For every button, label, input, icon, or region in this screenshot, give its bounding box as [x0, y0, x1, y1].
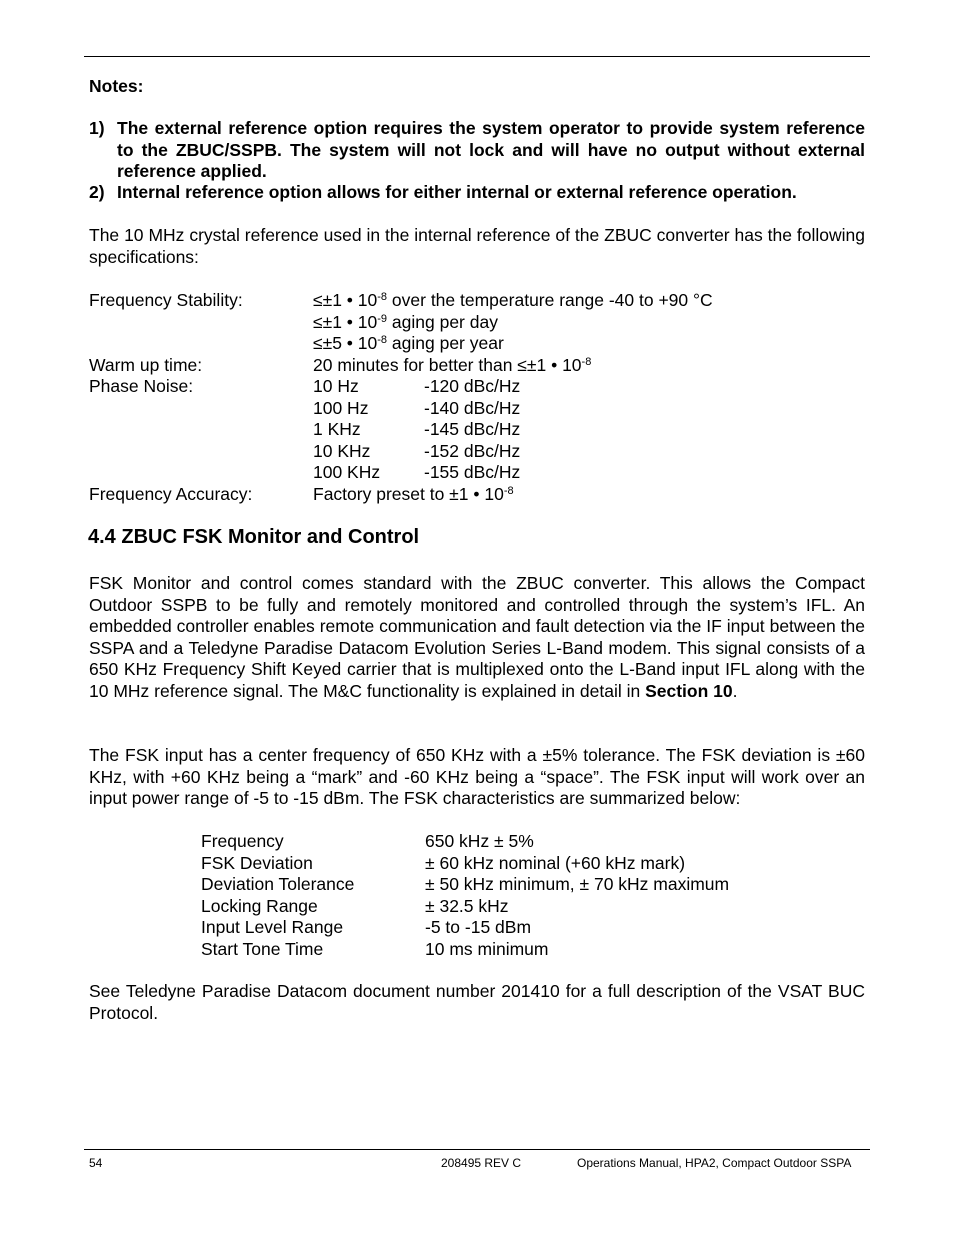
spec-row-warm-up — [89, 355, 865, 377]
spec-label: Warm up time: — [89, 354, 203, 375]
phase-noise-offset: 100 KHz — [313, 462, 381, 482]
fsk-overview-paragraph: FSK Monitor and control comes standard with the ZBUC converter. This allows the Compact Outdoor SSPB to be fully and remotely monitored and controlled through the system’s IFL. An embedded controller enables remote communication and fault detection via the IF input between the SSPA and a Teledyne Paradise Datacom Evolution Series L-Band modem. This signal consists of a 650 KHz Frequency Shift Keyed carrier that is multiplexed onto the L-Band input IFL along with the 10 MHz reference signal. The M&C functionality is explained in detail in Section 10. — [89, 573, 865, 701]
fsk-value: ± 50 kHz minimum, ± 70 kHz maximum — [425, 874, 730, 894]
fsk-value: -5 to -15 dBm — [425, 917, 532, 937]
spec-label: Phase Noise: — [89, 376, 194, 396]
phase-noise-value: -152 dBc/Hz — [424, 440, 521, 461]
section-heading: 4.4 ZBUC FSK Monitor and Control — [88, 526, 420, 548]
spec-row-phase-noise — [89, 398, 865, 420]
footer-rule — [84, 1149, 870, 1150]
phase-noise-offset: 10 KHz — [313, 440, 371, 461]
document-number: 208495 REV C — [441, 1156, 522, 1170]
spec-value: ≤±5 • $10^{-8}$ aging per year — [313, 333, 504, 353]
fsk-label: Start Tone Time — [201, 938, 324, 959]
fsk-row — [201, 853, 801, 875]
fsk-value: ± 32.5 kHz — [425, 895, 509, 916]
note-text: The external reference option requires the system operator to provide system reference to the ZBUC/SSPB. The system will not lock and will have no output without external reference applied. — [117, 118, 865, 181]
spec-row-frequency-accuracy — [89, 484, 865, 506]
phase-noise-offset: 1 KHz — [313, 419, 361, 439]
fsk-row — [201, 831, 801, 853]
note-text: Internal reference option allows for either internal or external reference operation. — [117, 182, 797, 202]
intro-paragraph: The 10 MHz crystal reference used in the internal reference of the ZBUC converter has the following specifications: — [89, 225, 865, 267]
section-reference: Section 10 — [645, 680, 733, 701]
spec-value: ≤±1 • $10^{-8}$ over the temperature range -40 to +90 °C — [313, 290, 713, 310]
fsk-value: 10 ms minimum — [425, 938, 549, 959]
phase-noise-value: -145 dBc/Hz — [424, 419, 521, 439]
fsk-value: ± 60 kHz nominal (+60 kHz mark) — [425, 852, 686, 873]
spec-row-phase-noise — [89, 462, 865, 484]
phase-noise-offset: 10 Hz — [313, 376, 359, 396]
fsk-row — [201, 917, 801, 939]
spec-row-frequency-stability — [89, 290, 865, 312]
fsk-label: Locking Range — [201, 895, 318, 916]
fsk-row — [201, 874, 801, 896]
phase-noise-value: -140 dBc/Hz — [424, 397, 521, 418]
spec-row-aging-year — [89, 333, 865, 355]
phase-noise-value: -155 dBc/Hz — [424, 462, 521, 482]
spec-value: 20 minutes for better than ≤±1 • $10^{-8}$ — [313, 354, 592, 375]
fsk-input-paragraph: The FSK input has a center frequency of 650 KHz with a ±5% tolerance. The FSK deviation is ±60 KHz, with +60 KHz being a “mark” and -60 KHz being a “space”. The FSK input will work over an input power range of -5 to -15 dBm. The FSK characteristics are summarized below: — [89, 745, 865, 808]
note-number: 1) — [89, 118, 105, 138]
fsk-row — [201, 939, 801, 961]
spec-label: Frequency Stability: — [89, 290, 243, 310]
spec-row-phase-noise — [89, 441, 865, 463]
spec-label: Frequency Accuracy: — [89, 483, 253, 504]
note-1 — [89, 118, 865, 183]
document-title: Operations Manual, HPA2, Compact Outdoor SSPA — [577, 1156, 852, 1170]
fsk-value: 650 kHz ± 5% — [425, 831, 534, 851]
spec-row-aging-day — [89, 312, 865, 334]
spec-value: ≤±1 • $10^{-9}$ aging per day — [313, 311, 498, 332]
fsk-label: Input Level Range — [201, 917, 344, 937]
spec-value: Factory preset to ±1 • $10^{-8}$ — [313, 483, 514, 504]
page-number: 54 — [89, 1156, 103, 1170]
note-2 — [89, 182, 865, 204]
fsk-characteristics-table — [201, 831, 801, 960]
notes-title: Notes: — [89, 76, 144, 96]
reference-specifications — [89, 290, 865, 505]
fsk-label: Deviation Tolerance — [201, 874, 355, 894]
phase-noise-value: -120 dBc/Hz — [424, 376, 521, 396]
protocol-reference-paragraph: See Teledyne Paradise Datacom document number 201410 for a full description of the VSAT BUC Protocol. — [89, 981, 865, 1023]
phase-noise-offset: 100 Hz — [313, 397, 369, 418]
note-number: 2) — [89, 182, 105, 202]
fsk-label: Frequency — [201, 831, 284, 851]
fsk-row — [201, 896, 801, 918]
spec-row-phase-noise — [89, 419, 865, 441]
spec-row-phase-noise — [89, 376, 865, 398]
header-rule — [84, 56, 870, 57]
fsk-label: FSK Deviation — [201, 852, 313, 873]
